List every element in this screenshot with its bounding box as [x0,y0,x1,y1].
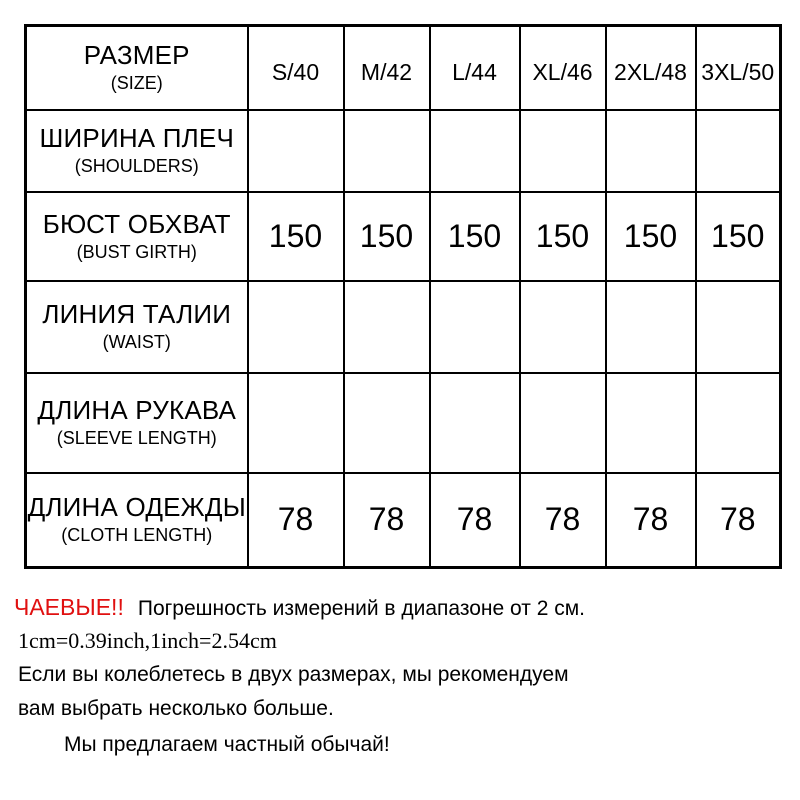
value-cell [520,373,606,473]
advice-line-1: Если вы колеблетесь в двух размерах, мы рекомендуем [18,663,569,686]
value-cell [696,281,781,373]
value-cell [430,110,520,192]
value-cell [344,281,430,373]
size-label-en: (SIZE) [110,73,163,94]
value-cell: 150 [606,192,696,281]
size-header-cell: M/42 [344,26,430,110]
row-label-cell [26,281,248,373]
table-row [26,110,781,192]
value-cell [520,281,606,373]
size-label-ru: РАЗМЕР [83,40,190,71]
size-header-cell: 3XL/50 [696,26,781,110]
value-cell: 150 [520,192,606,281]
value-cell [430,373,520,473]
value-cell [520,110,606,192]
header-label-cell [26,26,248,110]
tips-label: ЧАЕВЫЕ!! [14,594,124,620]
value-cell: 78 [430,473,520,568]
tips-text: Погрешность измерений в диапазоне от 2 см. [137,597,585,620]
value-cell [606,373,696,473]
row-label-en: (SHOULDERS) [74,156,199,177]
row-label-cell [26,110,248,192]
row-label-ru: ДЛИНА ОДЕЖДЫ [27,492,246,523]
tips-line [14,596,585,619]
value-cell: 150 [696,192,781,281]
value-cell [344,373,430,473]
value-cell: 78 [344,473,430,568]
value-cell: 150 [344,192,430,281]
value-cell [248,281,344,373]
size-header-cell: 2XL/48 [606,26,696,110]
row-label-cell [26,473,248,568]
value-cell: 150 [248,192,344,281]
size-header-cell: S/40 [248,26,344,110]
row-label-en: (WAIST) [102,332,171,353]
size-chart-table [24,24,782,569]
row-label-cell [26,373,248,473]
custom-offer-text: Мы предлагаем частный обычай! [64,733,390,756]
header-row [26,26,781,110]
size-header-cell: L/44 [430,26,520,110]
size-header-cell: XL/46 [520,26,606,110]
table-row [26,281,781,373]
value-cell [248,110,344,192]
value-cell [606,281,696,373]
value-cell [344,110,430,192]
row-label-ru: ШИРИНА ПЛЕЧ [39,123,234,154]
row-label-ru: ДЛИНА РУКАВА [37,395,237,426]
table-row [26,373,781,473]
value-cell [696,373,781,473]
table-row [26,473,781,568]
row-label-en: (BUST GIRTH) [76,241,197,262]
row-label-en: (SLEEVE LENGTH) [56,428,217,449]
value-cell: 78 [606,473,696,568]
row-label-cell [26,192,248,281]
value-cell [606,110,696,192]
row-label-ru: БЮСТ ОБХВАТ [42,208,231,239]
row-label-ru: ЛИНИЯ ТАЛИИ [42,299,232,330]
value-cell [430,281,520,373]
advice-line-2: вам выбрать несколько больше. [18,697,334,720]
value-cell [696,110,781,192]
row-label-en: (CLOTH LENGTH) [61,525,213,546]
value-cell: 78 [696,473,781,568]
table-row [26,192,781,281]
unit-conversion-text: 1cm=0.39inch,1inch=2.54cm [18,628,277,653]
value-cell [248,373,344,473]
value-cell: 150 [430,192,520,281]
value-cell: 78 [248,473,344,568]
value-cell: 78 [520,473,606,568]
